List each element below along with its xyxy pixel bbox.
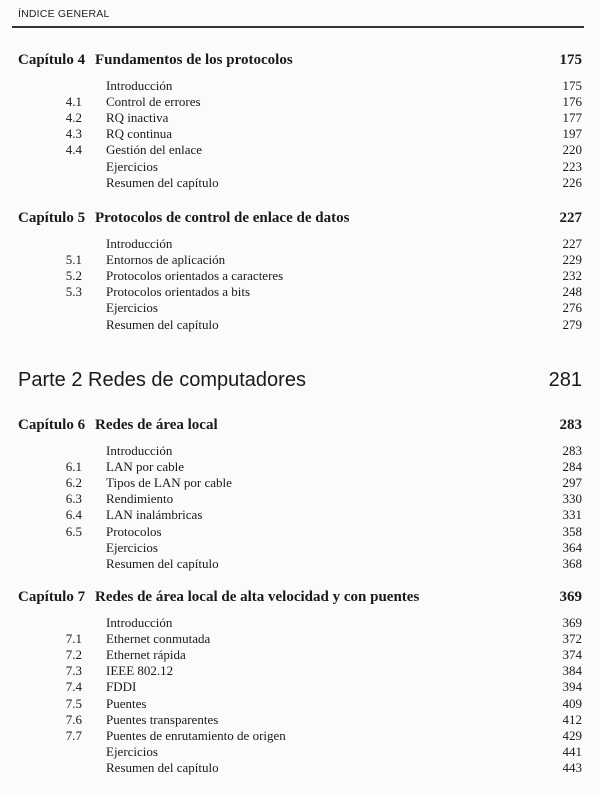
section-number: 7.4: [65, 679, 82, 695]
section-title: Introducción: [106, 78, 173, 93]
section-title: Puentes: [106, 695, 147, 711]
toc-entry: [0, 159, 600, 175]
toc-entry: [0, 126, 600, 142]
toc-entry: [0, 744, 600, 760]
section-number: 7.7: [65, 727, 82, 743]
chapter-heading: [0, 210, 600, 226]
section-title: Resumen del capítulo: [106, 316, 219, 332]
section-page: 331: [562, 507, 582, 523]
section-page: 409: [562, 695, 582, 711]
toc-entry: [0, 507, 600, 523]
toc-entry: [0, 540, 600, 556]
toc-entry: [0, 443, 600, 459]
part-heading: [0, 369, 600, 391]
chapter-heading: [0, 417, 600, 433]
toc-entry: [0, 236, 600, 252]
chapter-title: Redes de área local de alta velocidad y con puentes: [95, 589, 420, 605]
section-title: Resumen del capítulo: [106, 759, 219, 775]
section-number: 7.3: [65, 663, 82, 679]
section-number: 6.4: [65, 507, 82, 523]
section-page: 248: [562, 284, 582, 300]
section-page: 368: [562, 555, 582, 571]
part-title: Parte 2 Redes de computadores: [18, 369, 306, 391]
section-page: 175: [562, 78, 582, 93]
section-number: 4.2: [65, 110, 82, 126]
section-page: 283: [562, 443, 582, 458]
chapter-label: Capítulo 5: [18, 210, 86, 226]
section-title: Ejercicios: [106, 743, 158, 759]
section-page: 441: [562, 743, 582, 759]
section-title: Ejercicios: [106, 158, 158, 174]
section-title: Protocolos: [106, 523, 162, 539]
section-number: 7.6: [65, 711, 82, 727]
chapter-page: 369: [559, 589, 582, 605]
section-page: 384: [562, 663, 582, 679]
section-title: Protocolos orientados a bits: [106, 284, 251, 300]
section-number: 7.5: [65, 695, 82, 711]
section-number: 5.2: [65, 268, 82, 284]
toc-entry: [0, 252, 600, 268]
section-page: 279: [562, 316, 582, 332]
section-page: 412: [562, 711, 582, 727]
section-page: 227: [562, 236, 582, 251]
toc-entry: [0, 760, 600, 776]
section-page: 429: [562, 727, 582, 743]
section-page: 284: [562, 459, 582, 475]
section-title: Ejercicios: [106, 539, 158, 555]
running-header: ÍNDICE GENERAL: [18, 8, 110, 20]
toc-entry: [0, 615, 600, 631]
section-title: FDDI: [106, 679, 137, 695]
section-title: Resumen del capítulo: [106, 174, 219, 190]
toc-entry: [0, 78, 600, 94]
toc-entry: [0, 175, 600, 191]
toc-entry: [0, 631, 600, 647]
chapter-title: Redes de área local: [95, 417, 218, 433]
chapter-page: 175: [559, 52, 582, 68]
section-title: Control de errores: [106, 94, 201, 110]
section-page: 220: [562, 142, 582, 158]
toc-entry: [0, 142, 600, 158]
toc-entry: [0, 300, 600, 316]
section-number: 7.2: [65, 647, 82, 663]
section-title: Introducción: [106, 615, 173, 630]
toc-entry: [0, 647, 600, 663]
section-title: LAN inalámbricas: [106, 507, 203, 523]
toc-entry: [0, 491, 600, 507]
section-title: Introducción: [106, 443, 173, 458]
section-number: 5.1: [65, 252, 82, 268]
section-title: Ejercicios: [106, 300, 158, 316]
toc-entry: [0, 94, 600, 110]
chapter-label: Capítulo 7: [18, 589, 86, 605]
section-title: Gestión del enlace: [106, 142, 203, 158]
section-title: Entornos de aplicación: [106, 252, 226, 268]
section-page: 372: [562, 631, 582, 647]
section-page: 374: [562, 647, 582, 663]
section-number: 4.1: [65, 94, 82, 110]
section-number: 6.3: [65, 491, 82, 507]
chapter-heading: [0, 52, 600, 68]
section-number: 6.2: [65, 475, 82, 491]
chapter-page: 283: [559, 417, 582, 433]
section-page: 364: [562, 539, 582, 555]
section-title: Tipos de LAN por cable: [106, 475, 232, 491]
section-page: 226: [562, 174, 582, 190]
section-number: 7.1: [65, 631, 82, 647]
section-page: 276: [562, 300, 582, 316]
part-page: 281: [548, 369, 582, 391]
section-page: 330: [562, 491, 582, 507]
chapter-title: Fundamentos de los protocolos: [95, 52, 293, 68]
section-number: 4.4: [65, 142, 82, 158]
section-title: RQ inactiva: [106, 110, 169, 126]
toc-entry: [0, 712, 600, 728]
section-page: 197: [562, 126, 582, 142]
section-title: Ethernet rápida: [106, 647, 186, 663]
section-page: 232: [562, 268, 582, 284]
section-title: Puentes de enrutamiento de origen: [106, 727, 286, 743]
toc-entry: [0, 556, 600, 572]
chapter-label: Capítulo 6: [18, 417, 86, 433]
toc-entry: [0, 284, 600, 300]
chapter-label: Capítulo 4: [18, 52, 86, 68]
section-title: Protocolos orientados a caracteres: [106, 268, 284, 284]
toc-entry: [0, 663, 600, 679]
toc-entry: [0, 110, 600, 126]
section-number: 6.1: [65, 459, 82, 475]
toc-entry: [0, 524, 600, 540]
toc-entry: [0, 475, 600, 491]
section-page: 177: [562, 110, 582, 126]
section-page: 229: [562, 252, 582, 268]
section-page: 297: [562, 475, 582, 491]
section-page: 369: [562, 615, 582, 630]
chapter-title: Protocolos de control de enlace de datos: [95, 210, 350, 226]
toc-entry: [0, 679, 600, 695]
toc-entry: [0, 317, 600, 333]
section-number: 5.3: [65, 284, 82, 300]
section-title: Resumen del capítulo: [106, 555, 219, 571]
section-page: 358: [562, 523, 582, 539]
section-page: 176: [562, 94, 582, 110]
section-title: LAN por cable: [106, 459, 184, 475]
toc-entry: [0, 728, 600, 744]
section-page: 394: [562, 679, 582, 695]
section-number: 4.3: [65, 126, 82, 142]
toc-entry: [0, 459, 600, 475]
section-page: 223: [562, 158, 582, 174]
chapter-page: 227: [559, 210, 582, 226]
section-title: Introducción: [106, 236, 173, 251]
section-title: Rendimiento: [106, 491, 174, 507]
section-title: Ethernet conmutada: [106, 631, 211, 647]
toc-entry: [0, 268, 600, 284]
section-page: 443: [562, 759, 582, 775]
toc-entry: [0, 696, 600, 712]
section-title: RQ continua: [106, 126, 173, 142]
section-title: IEEE 802.12: [106, 663, 174, 679]
section-title: Puentes transparentes: [106, 711, 219, 727]
chapter-heading: [0, 589, 600, 605]
section-number: 6.5: [65, 523, 82, 539]
header-rule: [12, 26, 584, 28]
